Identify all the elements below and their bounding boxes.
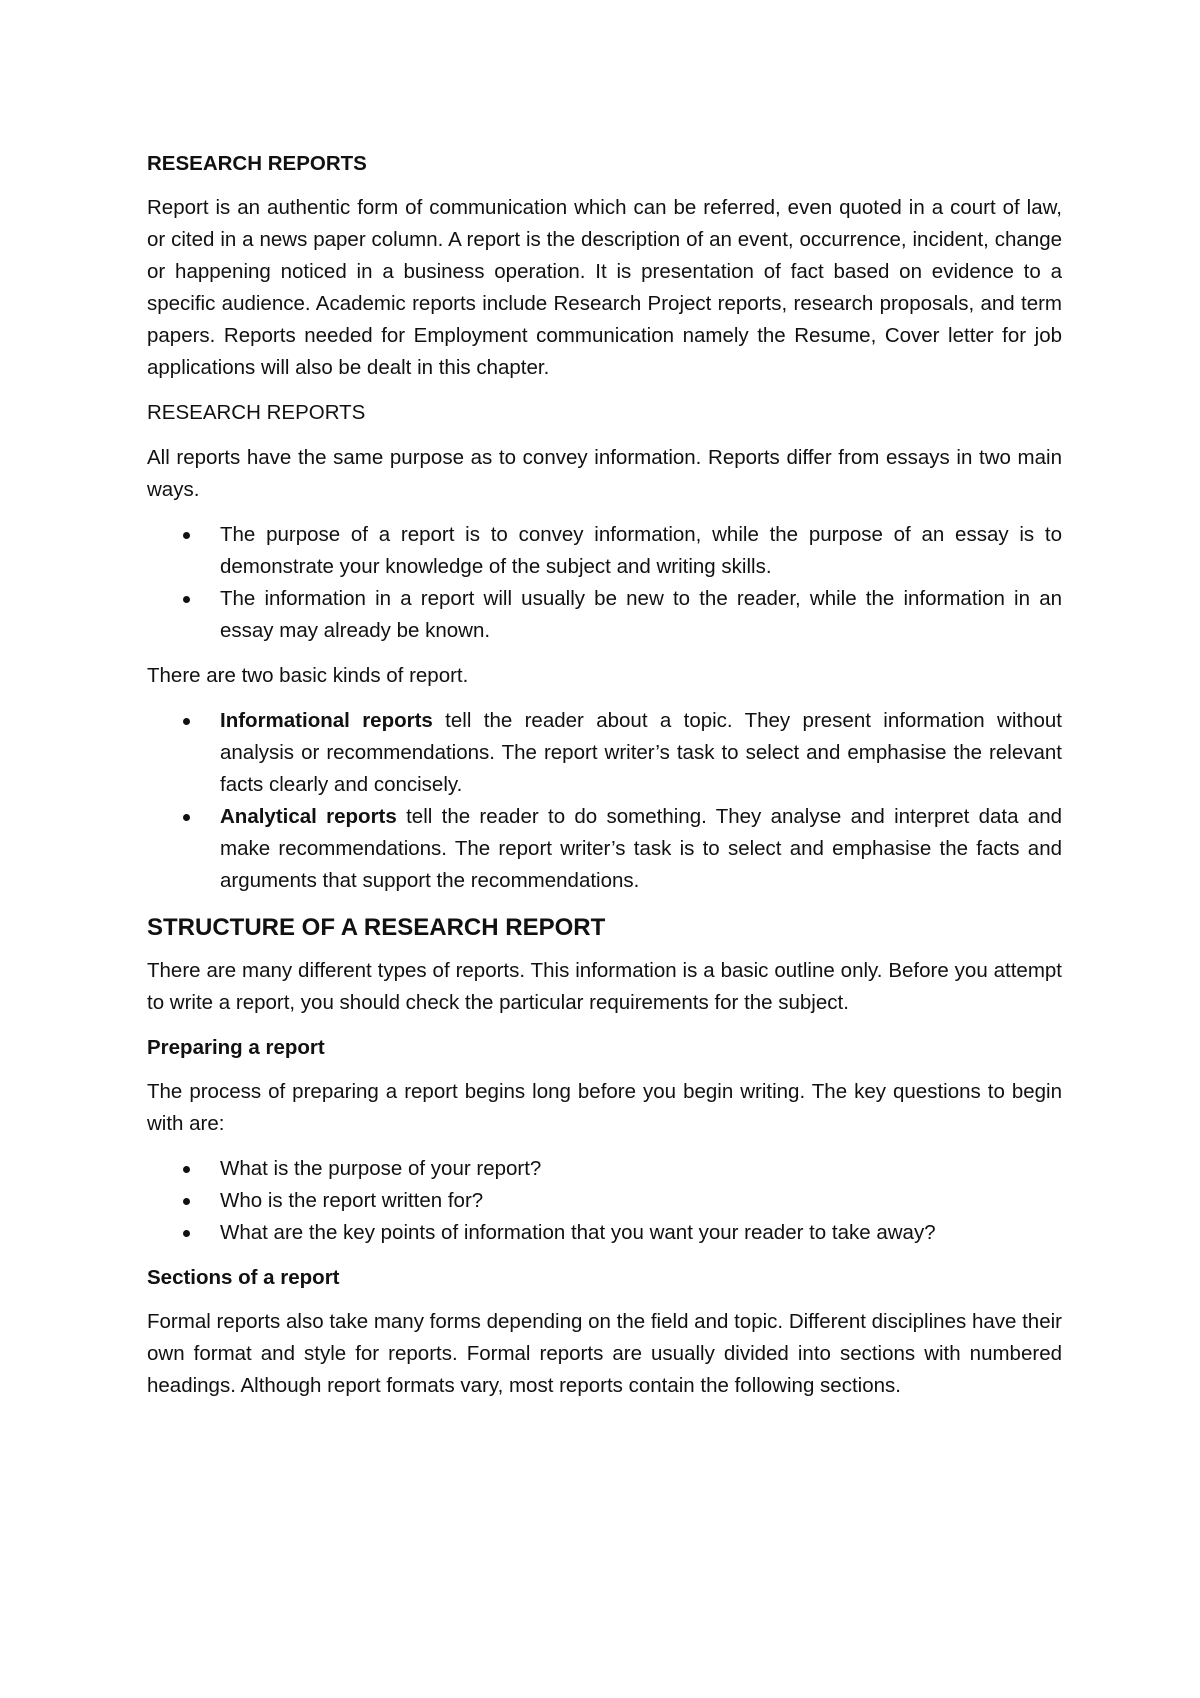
structure-heading: STRUCTURE OF A RESEARCH REPORT	[147, 914, 606, 941]
kinds-intro: There are two basic kinds of report.	[147, 664, 469, 687]
list-item-text: What are the key points of information that you want your reader to take away?	[220, 1221, 936, 1244]
differences-list	[147, 519, 1062, 647]
questions-list	[147, 1153, 1062, 1249]
list-item	[147, 519, 1062, 583]
bullet-icon	[183, 1166, 190, 1173]
bullet-icon	[183, 814, 190, 821]
list-item-text: The information in a report will usually be new to the reader, while the information in an essay may already be known.	[220, 587, 1062, 642]
purpose-paragraph: All reports have the same purpose as to convey information. Reports differ from essays in two main ways.	[147, 446, 1062, 501]
section-subtitle: RESEARCH REPORTS	[147, 401, 366, 424]
list-item	[147, 1153, 1062, 1185]
structure-paragraph: There are many different types of reports. This information is a basic outline only. Before you attempt to write a report, you should check the particular requirements for the subject.	[147, 959, 1062, 1014]
sections-paragraph: Formal reports also take many forms depending on the field and topic. Different disciplines have their own format and style for reports. Formal reports are usually divided into sections with numbered headings. Although report formats vary, most reports contain the following sections.	[147, 1310, 1062, 1397]
bullet-icon	[183, 532, 190, 539]
preparing-heading: Preparing a report	[147, 1036, 325, 1059]
preparing-paragraph: The process of preparing a report begins long before you begin writing. The key questions to begin with are:	[147, 1080, 1062, 1135]
list-item-text: The purpose of a report is to convey information, while the purpose of an essay is to demonstrate your knowledge of the subject and writing skills.	[220, 523, 1062, 578]
list-item	[147, 1185, 1062, 1217]
list-item-text: What is the purpose of your report?	[220, 1157, 542, 1180]
kinds-list	[147, 705, 1062, 897]
intro-paragraph: Report is an authentic form of communication which can be referred, even quoted in a court of law, or cited in a news paper column. A report is the description of an event, occurrence, incident, change or happening noticed in a business operation. It is presentation of fact based on evidence to a specific audience. Academic reports include Research Project reports, research proposals, and term papers. Reports needed for Employment communication namely the Resume, Cover letter for job applications will also be dealt in this chapter.	[147, 196, 1062, 379]
kind-term: Analytical reports	[220, 805, 397, 828]
bullet-icon	[183, 596, 190, 603]
kind-term: Informational reports	[220, 709, 433, 732]
document-page	[147, 148, 1062, 1415]
list-item	[147, 705, 1062, 801]
bullet-icon	[183, 718, 190, 725]
list-item-text: Who is the report written for?	[220, 1189, 484, 1212]
kind-description: tell the reader about a topic. They present information without analysis or recommendations. The report writer’s task to select and emphasise the relevant facts clearly and concisely.	[220, 709, 1062, 796]
list-item	[147, 1217, 1062, 1249]
list-item	[147, 583, 1062, 647]
bullet-icon	[183, 1198, 190, 1205]
list-item	[147, 801, 1062, 897]
bullet-icon	[183, 1230, 190, 1237]
sections-heading: Sections of a report	[147, 1266, 340, 1289]
document-title: RESEARCH REPORTS	[147, 152, 367, 175]
kind-description: tell the reader to do something. They analyse and interpret data and make recommendations. The report writer’s task is to select and emphasise the facts and arguments that support the recommendations.	[220, 805, 1063, 892]
